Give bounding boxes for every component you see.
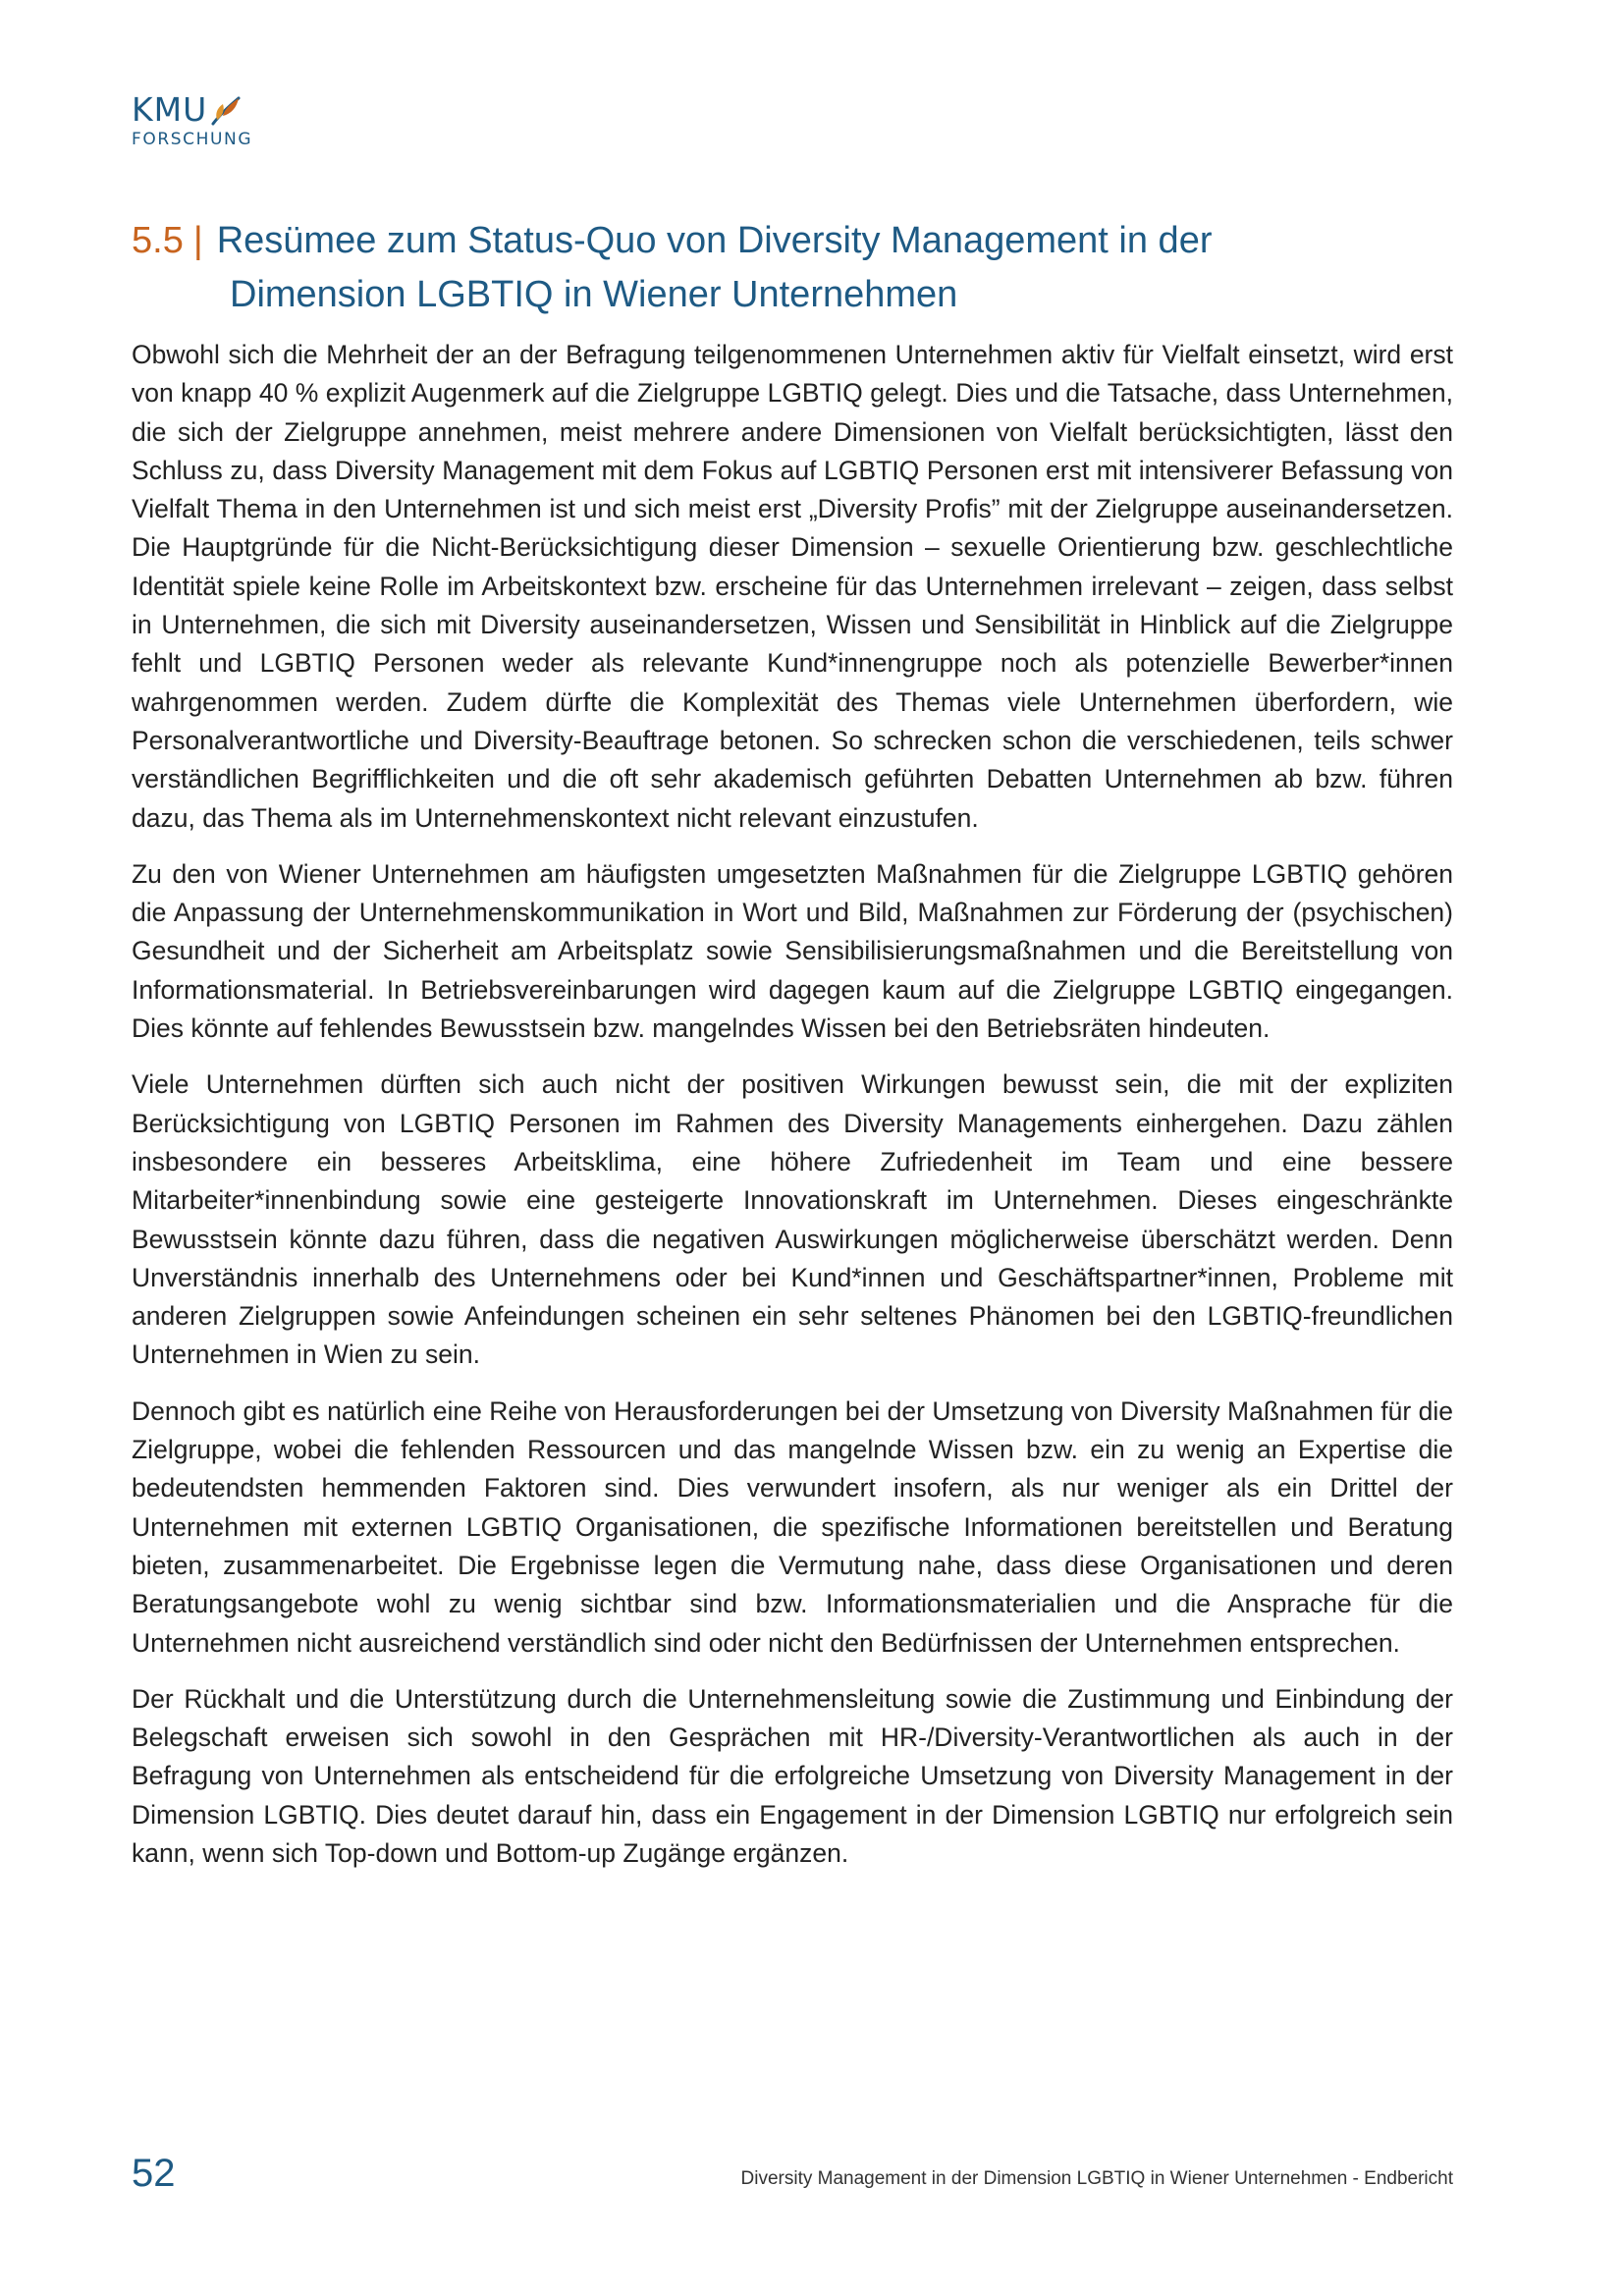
logo-text-kmu: KMU [132, 90, 208, 129]
paragraph-1: Obwohl sich die Mehrheit der an der Befragung teilgenommenen Unternehmen aktiv für Vielfalt einsetzt, wird erst von knapp 40 % explizit Augenmerk auf die Zielgruppe LGBTIQ gelegt. Dies und die Tatsache, dass Unternehmen, die sich der Zielgruppe annehmen, meist mehrere andere Dimensionen von Vielfalt berücksichtigten, lässt den Schluss zu, dass Diversity Management mit dem Fokus auf LGBTIQ Personen erst mit intensiverer Befassung von Vielfalt Thema in den Unternehmen ist und sich meist erst „Diversity Profis” mit der Zielgruppe auseinandersetzen. Die Hauptgründe für die Nicht-Berücksichtigung dieser Dimension – sexuelle Orientierung bzw. geschlechtliche Identität spiele keine Rolle im Arbeitskontext bzw. erscheine für das Unternehmen irrelevant – zeigen, dass selbst in Unternehmen, die sich mit Diversity auseinandersetzen, Wissen und Sensibilität in Hinblick auf die Zielgruppe fehlt und LGBTIQ Personen weder als relevante Kund*innengruppe noch als potenzielle Bewerber*innen wahrgenommen werden. Zudem dürfte die Komplexität des Themas viele Unternehmen überfordern, wie Personalverantwortliche und Diversity-Beauftrage betonen. So schrecken schon die verschiedenen, teils schwer verständlichen Begrifflichkeiten und die oft sehr akademisch geführten Debatten Unternehmen ab bzw. führen dazu, das Thema als im Unternehmenskontext nicht relevant einzustufen. [132, 340, 1453, 833]
logo-wordmark [132, 90, 289, 129]
leaf-icon [209, 94, 243, 126]
section-separator: | [192, 220, 203, 261]
footer-document-title: Diversity Management in der Dimension LGBTIQ in Wiener Unternehmen - Endbericht [740, 2168, 1453, 2189]
section-title-line-2: Dimension LGBTIQ in Wiener Unternehmen [230, 274, 958, 315]
logo-text-forschung: FORSCHUNG [132, 130, 253, 149]
paragraph-4: Dennoch gibt es natürlich eine Reihe von Herausforderungen bei der Umsetzung von Diversity Maßnahmen für die Zielgruppe, wobei die fehlenden Ressourcen und das mangelnde Wissen bzw. ein zu wenig an Expertise die bedeutendsten hemmenden Faktoren sind. Dies verwundert insofern, als nur weniger als ein Drittel der Unternehmen mit externen LGBTIQ Organisationen, die spezifische Informationen bereitstellen und Beratung bieten, zusammenarbeitet. Die Ergebnisse legen die Vermutung nahe, dass diese Organisationen und deren Beratungsangebote wohl zu wenig sichtbar sind bzw. Informationsmaterialien und die Ansprache für die Unternehmen nicht ausreichend verständlich sind oder nicht den Bedürfnissen der Unternehmen entsprechen. [132, 1395, 1453, 1658]
section-number: 5.5 [132, 220, 184, 261]
paragraph-5: Der Rückhalt und die Unterstützung durch die Unternehmensleitung sowie die Zustimmung und Einbindung der Belegschaft erweisen sich sowohl in den Gesprächen mit HR-/Diversity-Verantwortlichen als auch in der Befragung von Unternehmen als entscheidend für die erfolgreiche Umsetzung von Diversity Management in der Dimension LGBTIQ. Dies deutet darauf hin, dass ein Engagement in der Dimension LGBTIQ nur erfolgreich sein kann, wenn sich Top-down und Bottom-up Zugänge ergänzen. [132, 1683, 1453, 1868]
kmu-forschung-logo [132, 90, 289, 149]
page-number: 52 [132, 2152, 176, 2195]
section-title-line-1: Resümee zum Status-Quo von Diversity Management in der [216, 220, 1213, 261]
paragraph-3: Viele Unternehmen dürften sich auch nicht der positiven Wirkungen bewusst sein, die mit der expliziten Berücksichtigung von LGBTIQ Personen im Rahmen des Diversity Managements einhergehen. Dazu zählen insbesondere ein besseres Arbeitsklima, eine höhere Zufriedenheit im Team und eine bessere Mitarbeiter*innenbindung sowie eine gesteigerte Innovationskraft im Unternehmen. Dieses eingeschränkte Bewusstsein könnte dazu führen, dass die negativen Auswirkungen möglicherweise überschätzt werden. Denn Unverständnis innerhalb des Unternehmens oder bei Kund*innen und Geschäftspartner*innen, Probleme mit anderen Zielgruppen sowie Anfeindungen scheinen ein sehr seltenes Phänomen bei den LGBTIQ-freundlichen Unternehmen in Wien zu sein. [132, 1069, 1453, 1370]
body-text [132, 336, 1453, 1890]
paragraph-2: Zu den von Wiener Unternehmen am häufigsten umgesetzten Maßnahmen für die Zielgruppe LGBTIQ gehören die Anpassung der Unternehmenskommunikation in Wort und Bild, Maßnahmen zur Förderung der (psychischen) Gesundheit und der Sicherheit am Arbeitsplatz sowie Sensibilisierungsmaßnahmen und die Bereitstellung von Informationsmaterial. In Betriebsvereinbarungen wird dagegen kaum auf die Zielgruppe LGBTIQ eingegangen. Dies könnte auf fehlendes Bewusstsein bzw. mangelndes Wissen bei den Betriebsräten hindeuten. [132, 858, 1453, 1044]
section-heading [132, 214, 1447, 322]
